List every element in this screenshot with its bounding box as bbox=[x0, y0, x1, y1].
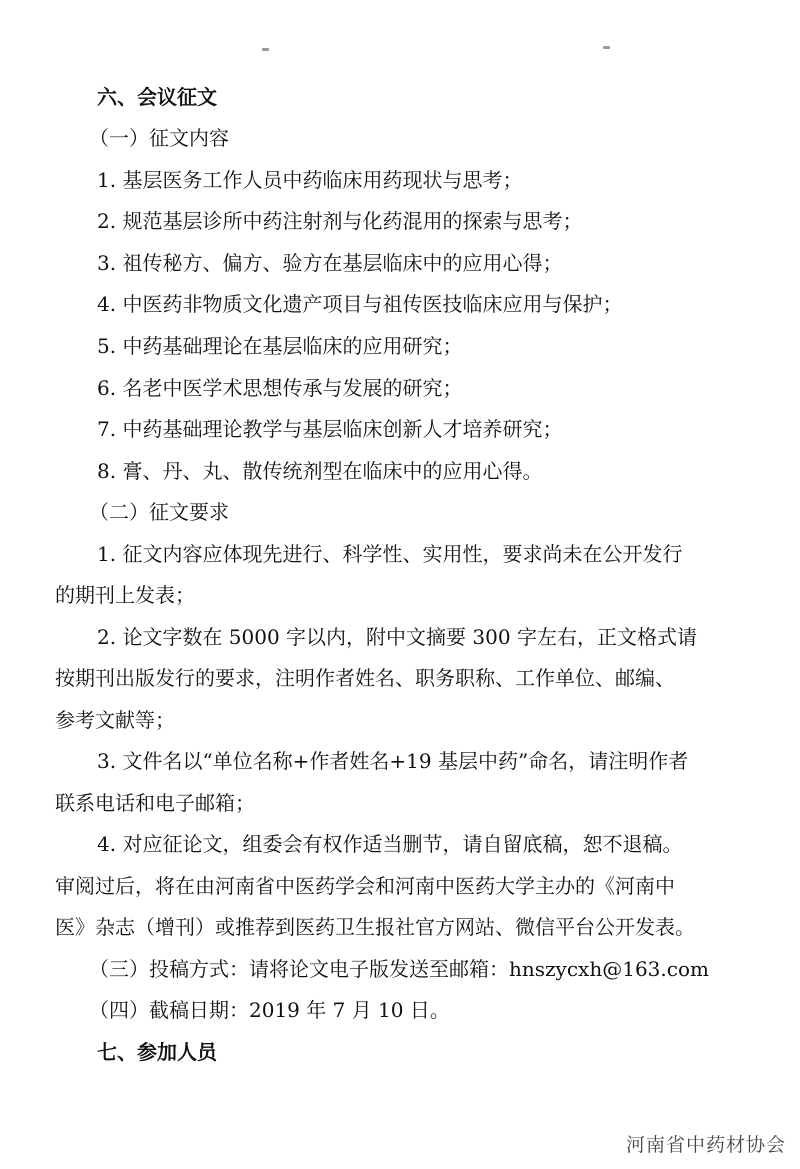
content-item: 8. 膏、丹、丸、散传统剂型在临床中的应用心得。 bbox=[97, 459, 543, 483]
requirement-line: 4. 对应征论文，组委会有权作适当删节，请自留底稿，恕不退稿。 bbox=[97, 832, 683, 856]
section-heading-7: 七、参加人员 bbox=[97, 1040, 217, 1064]
requirement-line: 按期刊出版发行的要求，注明作者姓名、职务职称、工作单位、邮编、 bbox=[55, 666, 675, 690]
content-item: 1. 基层医务工作人员中药临床用药现状与思考； bbox=[97, 168, 523, 192]
requirement-line: 联系电话和电子邮箱； bbox=[55, 791, 255, 815]
submission-deadline: （四）截稿日期：2019 年 7 月 10 日。 bbox=[89, 998, 450, 1022]
content-item: 7. 中药基础理论教学与基层临床创新人才培养研究； bbox=[97, 417, 563, 441]
content-item: 3. 祖传秘方、偏方、验方在基层临床中的应用心得； bbox=[97, 251, 563, 275]
scan-mark bbox=[262, 48, 269, 51]
content-item: 6. 名老中医学术思想传承与发展的研究； bbox=[97, 376, 463, 400]
footer-organization: 河南省中药材协会 bbox=[625, 1134, 786, 1156]
requirement-line: 参考文献等； bbox=[55, 708, 175, 732]
content-item: 2. 规范基层诊所中药注射剂与化药混用的探索与思考； bbox=[97, 209, 583, 233]
scan-mark bbox=[603, 46, 610, 49]
requirement-line: 1. 征文内容应体现先进行、科学性、实用性，要求尚未在公开发行 bbox=[97, 542, 683, 566]
requirement-line: 2. 论文字数在 5000 字以内，附中文摘要 300 字左右，正文格式请 bbox=[97, 625, 697, 649]
requirement-line: 审阅过后，将在由河南省中医药学会和河南中医药大学主办的《河南中 bbox=[55, 874, 675, 898]
requirement-line: 3. 文件名以“单位名称+作者姓名+19 基层中药”命名，请注明作者 bbox=[97, 749, 689, 773]
subsection-heading-content: （一）征文内容 bbox=[89, 126, 229, 150]
content-item: 5. 中药基础理论在基层临床的应用研究； bbox=[97, 334, 463, 358]
content-item: 4. 中医药非物质文化遗产项目与祖传医技临床应用与保护； bbox=[97, 292, 623, 316]
requirement-line: 的期刊上发表； bbox=[55, 583, 195, 607]
subsection-heading-requirements: （二）征文要求 bbox=[89, 500, 229, 524]
section-heading-6: 六、会议征文 bbox=[97, 85, 217, 109]
submission-method: （三）投稿方式：请将论文电子版发送至邮箱：hnszycxh@163.com bbox=[89, 957, 709, 981]
requirement-line: 医》杂志（增刊）或推荐到医药卫生报社官方网站、微信平台公开发表。 bbox=[55, 915, 695, 939]
